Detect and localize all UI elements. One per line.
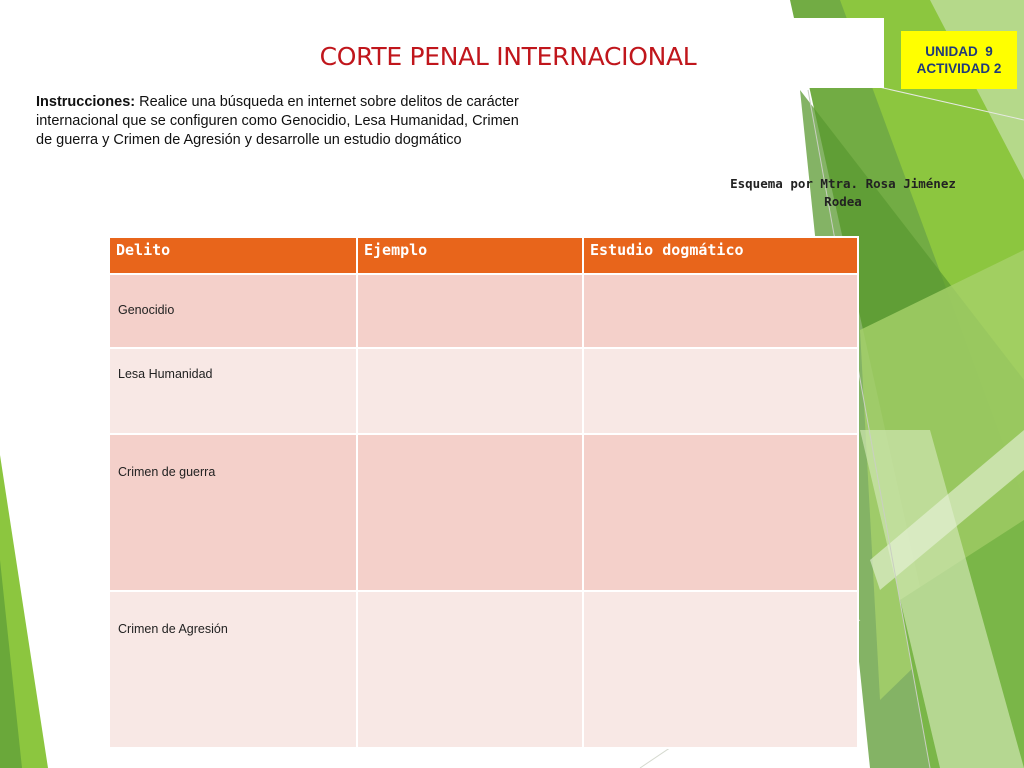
table-row bbox=[109, 591, 858, 748]
author-line-2: Rodea bbox=[824, 194, 862, 209]
unit-activity-badge bbox=[901, 31, 1017, 89]
cell-estudio[interactable] bbox=[583, 434, 858, 591]
cell-estudio[interactable] bbox=[583, 348, 858, 434]
cell-ejemplo[interactable] bbox=[357, 434, 583, 591]
table-header-row bbox=[109, 237, 858, 274]
cell-estudio[interactable] bbox=[583, 274, 858, 348]
cell-estudio[interactable] bbox=[583, 591, 858, 748]
author-line-1: Esquema por Mtra. Rosa Jiménez bbox=[730, 176, 956, 191]
header-delito: Delito bbox=[109, 237, 357, 274]
instructions-label: Instrucciones: bbox=[36, 94, 136, 110]
author-credit bbox=[728, 175, 958, 211]
title-box bbox=[272, 18, 884, 88]
badge-unit: UNIDAD 9 bbox=[925, 44, 993, 59]
header-ejemplo: Ejemplo bbox=[357, 237, 583, 274]
crimes-table bbox=[108, 236, 859, 749]
table-row bbox=[109, 434, 858, 591]
cell-ejemplo[interactable] bbox=[357, 591, 583, 748]
header-estudio: Estudio dogmático bbox=[583, 237, 858, 274]
cell-delito: Lesa Humanidad bbox=[109, 348, 357, 434]
cell-ejemplo[interactable] bbox=[357, 274, 583, 348]
cell-delito: Genocidio bbox=[109, 274, 357, 348]
cell-delito: Crimen de Agresión bbox=[109, 591, 357, 748]
badge-activity: ACTIVIDAD 2 bbox=[916, 61, 1002, 76]
slide-title: CORTE PENAL INTERNACIONAL bbox=[319, 42, 697, 71]
instructions-text bbox=[36, 93, 526, 150]
cell-delito: Crimen de guerra bbox=[109, 434, 357, 591]
cell-ejemplo[interactable] bbox=[357, 348, 583, 434]
instructions-body: Realice una búsqueda en internet sobre delitos de carácter internacional que se configuren como Genocidio, Lesa Humanidad, Crimen de guerra y Crimen de Agresión y desarrolle un estudio dogmático bbox=[36, 94, 519, 148]
table-row bbox=[109, 274, 858, 348]
table-row bbox=[109, 348, 858, 434]
